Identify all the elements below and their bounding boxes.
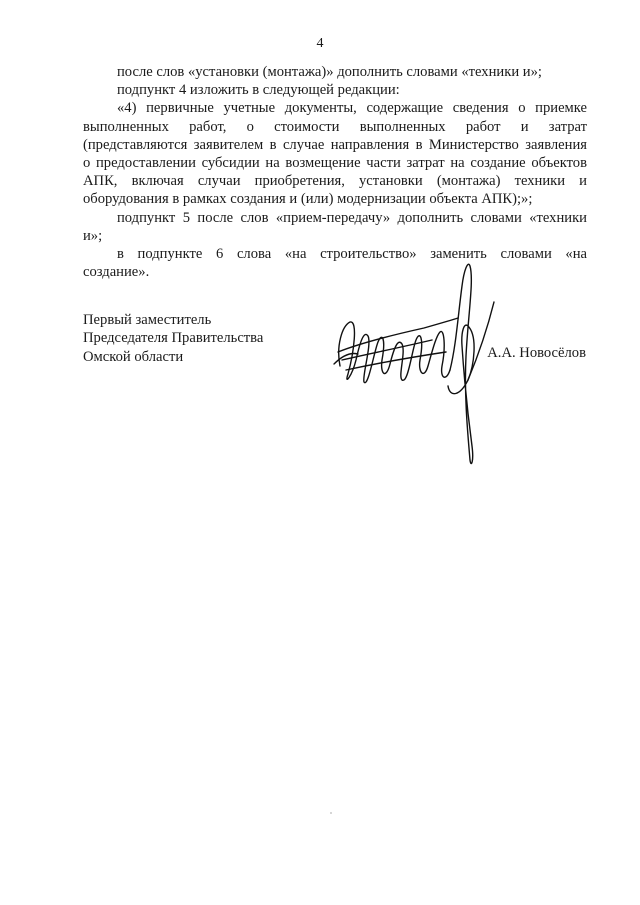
page-number: 4 <box>316 36 324 51</box>
text-line: после слов «установки (монтажа)» дополнить словами «техники и»; <box>117 64 542 80</box>
signer-name: А.А. Новосёлов <box>487 345 586 361</box>
text-line: АПК, включая случаи приобретения, установки (монтажа) техники и <box>83 173 587 190</box>
text-line: подпункт 5 после слов «прием-передачу» дополнить словами «техники <box>117 209 587 226</box>
signer-title-line: Первый заместитель <box>83 312 212 328</box>
text-line: и»; <box>83 227 103 244</box>
text-line: о предоставлении субсидии на возмещение части затрат на создание объектов <box>83 155 587 172</box>
handwritten-signature <box>328 256 498 470</box>
signer-title-line: Омской области <box>83 348 184 365</box>
paragraph-1 <box>83 63 587 81</box>
text-line: создание». <box>83 264 150 281</box>
signer-title-line: Председателя Правительства <box>83 330 264 347</box>
paragraph-3 <box>83 99 587 208</box>
text-line: подпункт 4 изложить в следующей редакции: <box>117 82 400 99</box>
paragraph-2 <box>83 81 587 99</box>
text-line: «4) первичные учетные документы, содержащие сведения о приемке <box>117 100 587 117</box>
text-line: в подпункте 6 слова «на строительство» заменить словами «на <box>117 246 587 263</box>
text-line: (представляются заявителем в случае направления в Министерство заявления <box>83 136 587 153</box>
text-line: выполненных работ, о стоимости выполненных работ и затрат <box>83 118 587 135</box>
signer-title-block <box>83 311 263 366</box>
document-body <box>83 63 587 281</box>
scan-artifact-dot <box>330 812 332 814</box>
text-line: оборудования в рамках создания и (или) модернизации объекта АПК);»; <box>83 191 533 208</box>
paragraph-4 <box>83 209 587 245</box>
